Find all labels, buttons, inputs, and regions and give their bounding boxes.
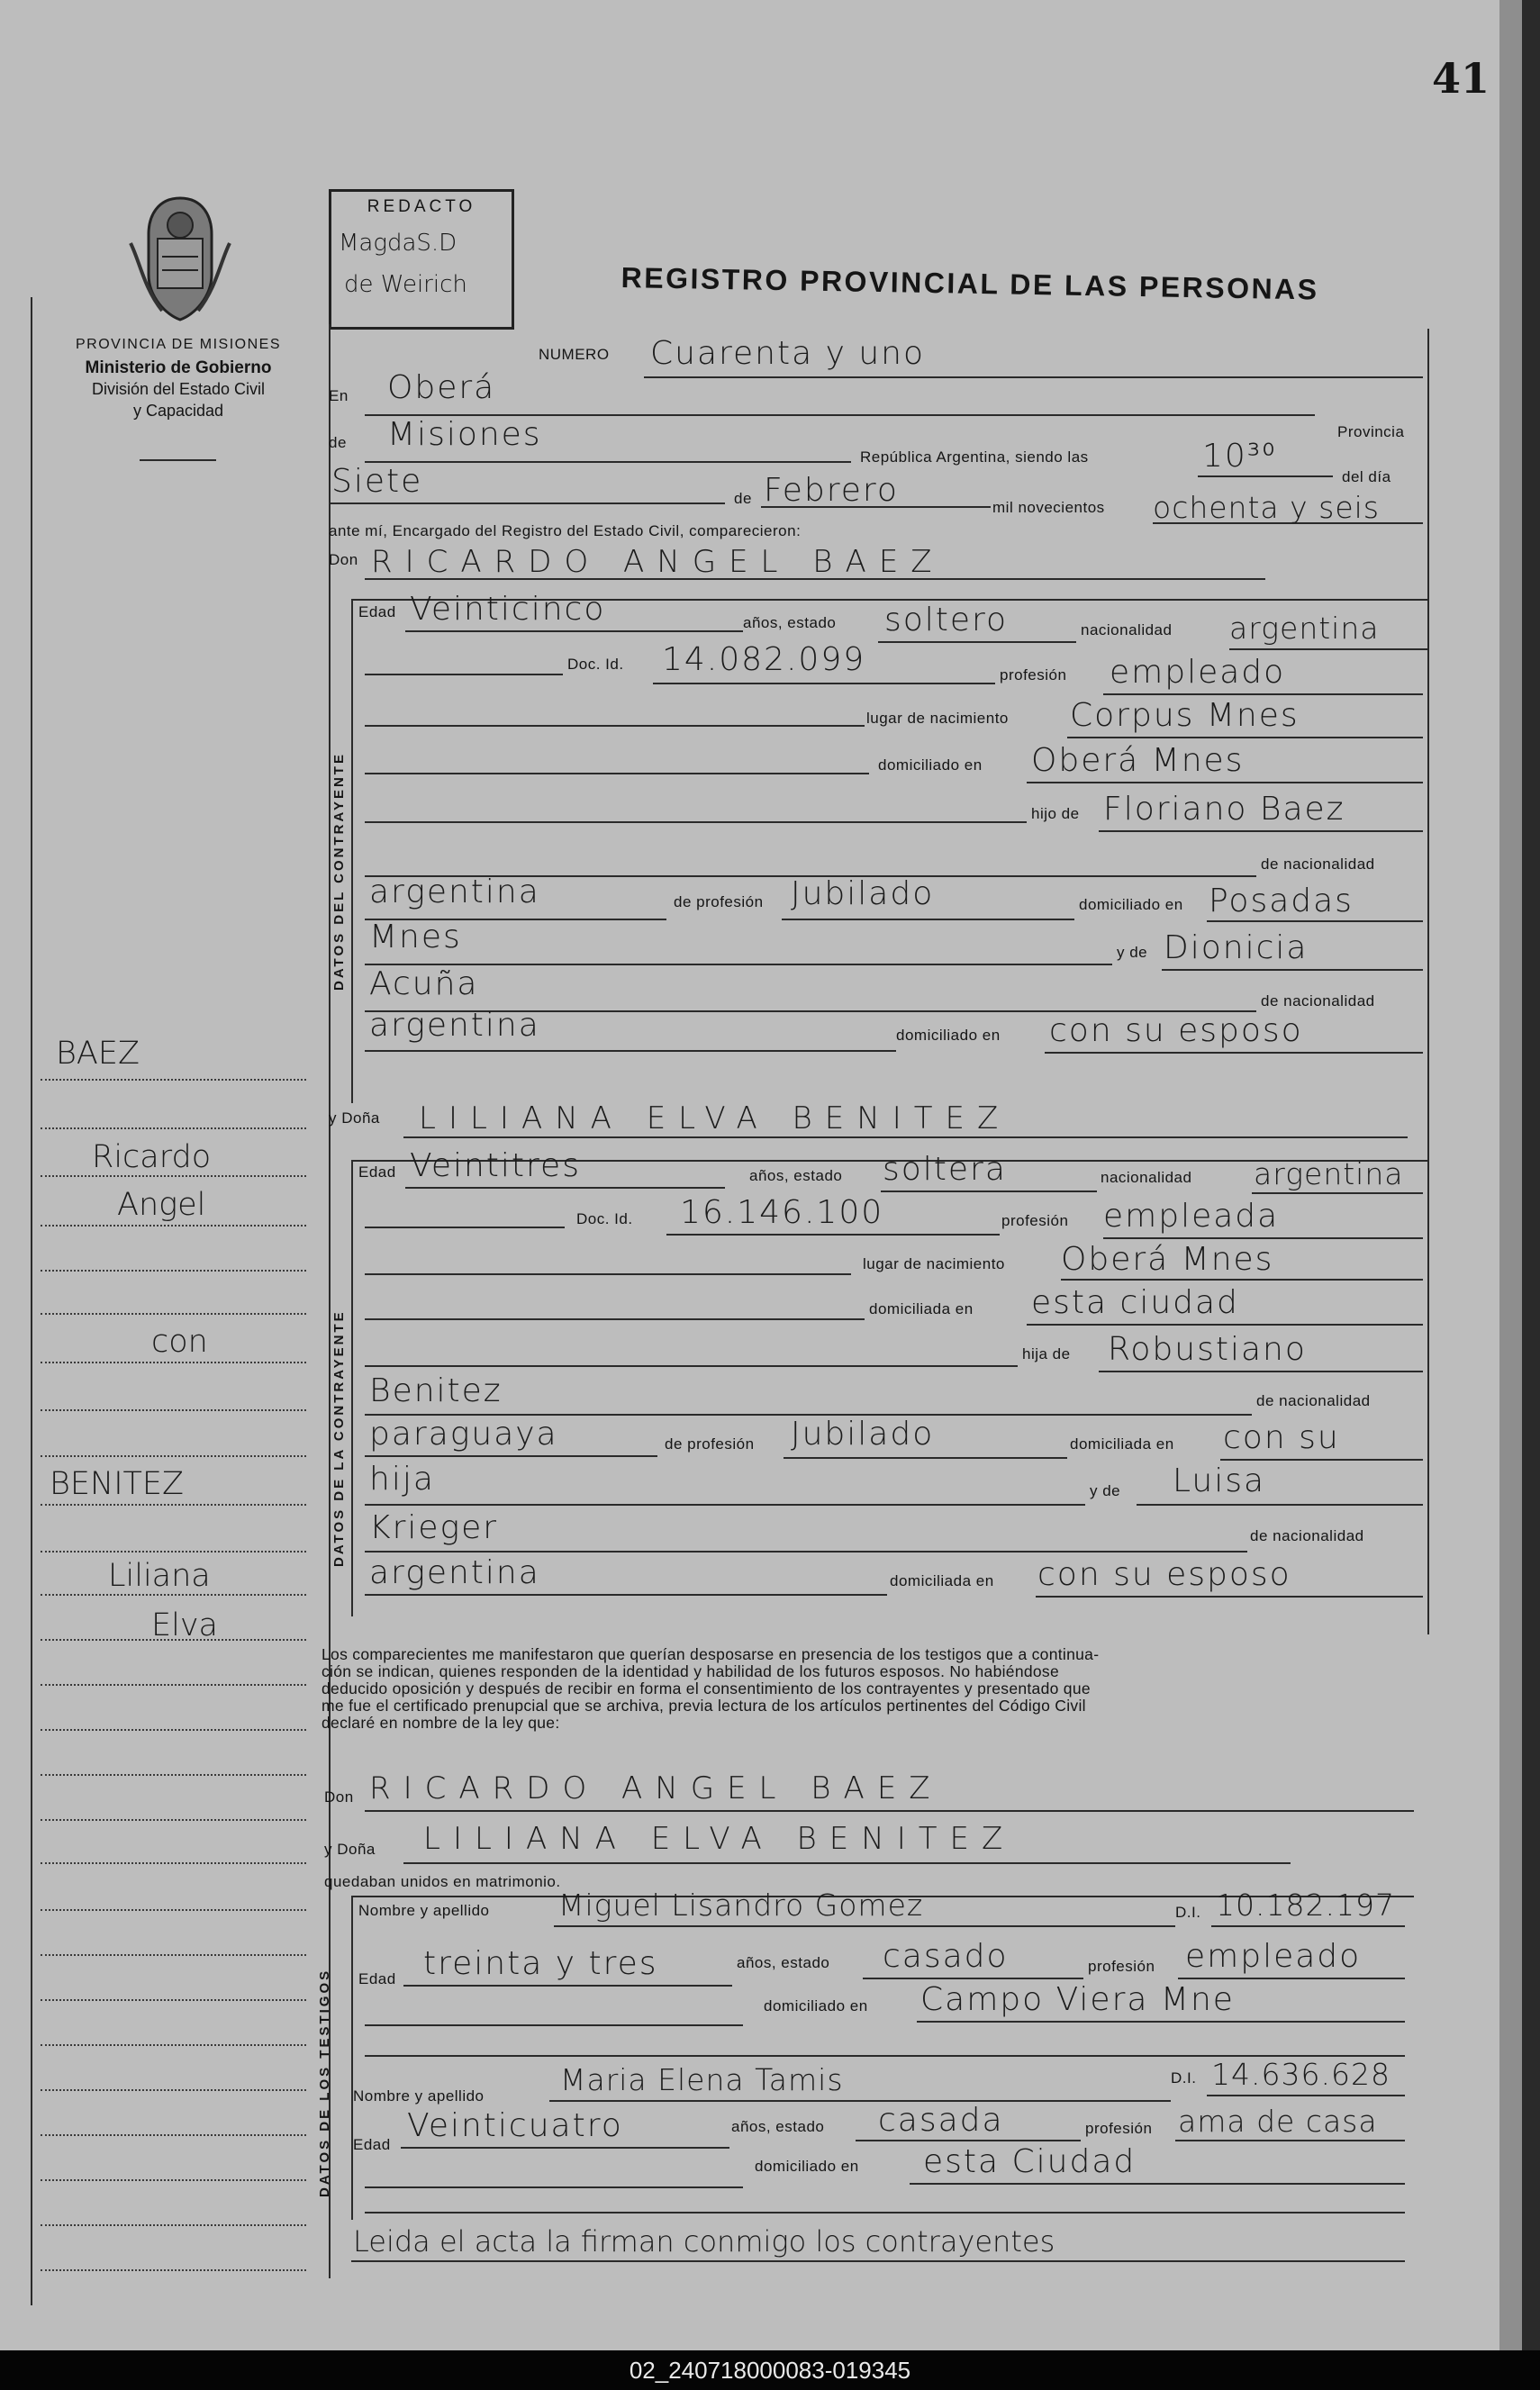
groom-age: Veinticinco: [410, 591, 606, 628]
bride-doc: 16.146.100: [680, 1194, 884, 1231]
document-id-footer: 02_240718000083-019345: [0, 2350, 1540, 2390]
groom-section-label: DATOS DEL CONTRAYENTE: [331, 752, 347, 991]
year-value: ochenta y seis: [1153, 490, 1380, 525]
decl-bride-name: LILIANA ELVA BENITEZ: [423, 1821, 1016, 1857]
bride-mother-nationality: argentina: [369, 1554, 540, 1591]
decl-don-label: Don: [324, 1788, 354, 1806]
margin-surname-1: BAEZ: [56, 1036, 140, 1072]
groom-mother-name-2: Acuña: [369, 965, 479, 1002]
margin-dotted-line: [41, 2089, 306, 2091]
margin-dotted-line: [41, 2269, 306, 2271]
bride-mother-residence: con su esposo: [1037, 1556, 1291, 1593]
w1-nombre-label: Nombre y apellido: [358, 1902, 490, 1919]
w1-di-label: D.I.: [1175, 1904, 1201, 1921]
ante-mi-label: ante mí, Encargado del Registro del Estado Civil, comparecieron:: [329, 522, 802, 539]
margin-dotted-line: [41, 2044, 306, 2046]
groom-mother-nationality: argentina: [369, 1007, 540, 1044]
groom-father-prof-label: de profesión: [674, 893, 764, 910]
w2-residence: esta Ciudad: [923, 2143, 1137, 2180]
don-label: Don: [329, 551, 358, 568]
groom-lugar-label: lugar de nacimiento: [866, 710, 1009, 727]
numero-value: Cuarenta y uno: [650, 335, 926, 372]
margin-dotted-line: [41, 1684, 306, 1686]
bride-hija-label: hija de: [1022, 1345, 1071, 1362]
groom-residence: Oberá Mnes: [1031, 742, 1245, 779]
bride-mother-nac-label: de nacionalidad: [1250, 1527, 1364, 1544]
margin-dotted-line: [41, 1225, 306, 1227]
place-value: Oberá: [387, 369, 496, 406]
bride-birthplace: Oberá Mnes: [1061, 1241, 1274, 1278]
division-label: División del Estado Civil: [91, 380, 266, 398]
month-value: Febrero: [764, 472, 899, 509]
groom-name: RICARDO ANGEL BAEZ: [371, 544, 945, 580]
bride-anos-label: años, estado: [749, 1167, 843, 1184]
groom-hijo-label: hijo de: [1031, 805, 1080, 822]
groom-mother-dom-label: domiciliado en: [896, 1027, 1001, 1044]
redacto-name-1: MagdaS.D: [339, 230, 457, 257]
registry-title: REGISTRO PROVINCIAL DE LAS PERSONAS: [621, 261, 1319, 306]
republica-label: República Argentina, siendo las: [860, 448, 1089, 466]
margin-dotted-line: [41, 1270, 306, 1272]
en-label: En: [329, 387, 349, 404]
w1-profession: empleado: [1185, 1938, 1362, 1975]
groom-doc: 14.082.099: [662, 641, 866, 678]
w1-doc: 10.182.197: [1216, 1888, 1395, 1923]
w2-profession: ama de casa: [1178, 2104, 1378, 2139]
bride-y-de-label: y de: [1090, 1482, 1121, 1499]
margin-dotted-line: [41, 1313, 306, 1315]
margin-dotted-line: [41, 1175, 306, 1177]
day-value: Siete: [331, 463, 423, 500]
margin-dotted-line: [41, 1954, 306, 1956]
quedaban-label: quedaban unidos en matrimonio.: [324, 1873, 561, 1890]
margin-connector: con: [151, 1324, 208, 1360]
bride-father-dom-label: domiciliada en: [1070, 1435, 1174, 1453]
mil-label: mil novecientos: [992, 499, 1105, 516]
redacto-label: REDACTO: [367, 197, 476, 216]
margin-dotted-line: [41, 1819, 306, 1821]
w1-profesion-label: profesión: [1088, 1958, 1155, 1975]
bride-profession: empleada: [1103, 1198, 1280, 1235]
margin-dotted-line: [41, 1594, 306, 1596]
groom-profession: empleado: [1110, 654, 1286, 691]
margin-dotted-line: [41, 1504, 306, 1506]
bride-lugar-label: lugar de nacimiento: [863, 1255, 1005, 1272]
margin-dotted-line: [41, 2134, 306, 2136]
provincia-label: Provincia: [1337, 423, 1405, 440]
statement-paragraph: Los comparecientes me manifestaron que querían desposarse en presencia de los testigos que a continua- ción se indican, quienes responden de la identidad y habilidad de los futuros esposos. No habiéndose deducido oposición y después de recibir en forma el consentimiento de los contrayentes y presentado que me fue el certificado prenupcial que se archiva, previa lectura de los artículos pertinentes del Código Civil declaré en nombre de la ley que:: [322, 1645, 1100, 1732]
bride-edad-label: Edad: [358, 1163, 396, 1181]
bride-father-profession: Jubilado: [791, 1416, 935, 1453]
w2-di-label: D.I.: [1171, 2069, 1197, 2087]
page-number: 41: [1432, 54, 1490, 103]
margin-dotted-line: [41, 1862, 306, 1864]
groom-father-dom-label: domiciliado en: [1079, 896, 1183, 913]
decl-dona-label: y Doña: [324, 1841, 376, 1858]
margin-dotted-line: [41, 1127, 306, 1129]
margin-dotted-line: [41, 1455, 306, 1457]
margin-dotted-line: [41, 1079, 306, 1081]
bride-name: LILIANA ELVA BENITEZ: [419, 1100, 1011, 1136]
w2-domicilio-label: domiciliado en: [755, 2158, 859, 2175]
division-label-2: y Capacidad: [132, 402, 224, 420]
groom-father-nationality: argentina: [369, 874, 540, 910]
w2-age: Veinticuatro: [407, 2107, 623, 2144]
w2-nombre-label: Nombre y apellido: [353, 2087, 485, 2105]
bride-father-residence-2: hija: [369, 1461, 435, 1498]
margin-dotted-line: [41, 1999, 306, 2001]
bride-father-name-1: Robustiano: [1108, 1331, 1307, 1368]
witnesses-section-label: DATOS DE LOS TESTIGOS: [317, 1968, 332, 2197]
bride-age: Veintitres: [410, 1147, 581, 1184]
margin-dotted-line: [41, 2179, 306, 2181]
groom-birthplace: Corpus Mnes: [1070, 697, 1300, 734]
bride-father-residence: con su: [1223, 1419, 1340, 1456]
w1-name: Miguel Lisandro Gomez: [558, 1888, 924, 1923]
margin-dotted-line: [41, 1774, 306, 1776]
dona-label: y Doña: [329, 1109, 380, 1127]
groom-father-profession: Jubilado: [791, 875, 935, 912]
bride-section-label: DATOS DE LA CONTRAYENTE: [331, 1309, 347, 1567]
w2-edad-label: Edad: [353, 2136, 391, 2153]
groom-profesion-label: profesión: [1000, 666, 1067, 684]
coat-of-arms-seal: [122, 189, 239, 329]
bride-status: soltera: [883, 1151, 1007, 1188]
w1-domicilio-label: domiciliado en: [764, 1997, 868, 2014]
groom-nationality: argentina: [1229, 611, 1380, 646]
w1-anos-label: años, estado: [737, 1954, 830, 1971]
province-label: PROVINCIA DE MISIONES: [76, 337, 281, 352]
bride-father-nac-label: de nacionalidad: [1256, 1392, 1371, 1409]
w1-age: treinta y tres: [423, 1945, 658, 1982]
bride-nationality: argentina: [1254, 1156, 1404, 1191]
margin-dotted-line: [41, 1729, 306, 1731]
bride-mother-name-1: Luisa: [1173, 1462, 1266, 1499]
groom-mother-name-1: Dionicia: [1164, 929, 1309, 966]
decl-groom-name: RICARDO ANGEL BAEZ: [369, 1770, 943, 1806]
margin-given-1a: Ricardo: [92, 1139, 212, 1175]
margin-dotted-line: [41, 1362, 306, 1363]
hour-value: 10³⁰: [1202, 438, 1277, 475]
margin-dotted-line: [41, 1909, 306, 1911]
groom-father-residence-2: Mnes: [369, 919, 462, 955]
groom-y-de-label: y de: [1117, 944, 1148, 961]
margin-given-2a: Liliana: [108, 1558, 211, 1594]
redacto-name-2: de Weirich: [344, 271, 467, 298]
margin-given-2b: Elva: [151, 1607, 218, 1643]
bride-mother-name-2: Krieger: [369, 1509, 499, 1546]
ministry-label: Ministerio de Gobierno: [85, 358, 272, 377]
bride-domicilio-label: domiciliada en: [869, 1300, 974, 1317]
de-label: de: [329, 434, 347, 451]
margin-dotted-line: [41, 2224, 306, 2226]
bride-mother-dom-label: domiciliada en: [890, 1572, 994, 1589]
margin-given-1b: Angel: [117, 1187, 206, 1223]
bride-doc-label: Doc. Id.: [576, 1210, 633, 1227]
w2-doc: 14.636.628: [1211, 2057, 1391, 2092]
groom-anos-label: años, estado: [743, 614, 837, 631]
w2-status: casada: [878, 2102, 1004, 2139]
w1-residence: Campo Viera Mne: [920, 1981, 1235, 2018]
bride-nacionalidad-label: nacionalidad: [1101, 1169, 1192, 1186]
groom-mother-nac-label: de nacionalidad: [1261, 992, 1375, 1009]
groom-doc-label: Doc. Id.: [567, 656, 624, 673]
redacto-box: [329, 189, 514, 330]
de-month-label: de: [734, 490, 752, 507]
w2-name: Maria Elena Tamis: [560, 2062, 844, 2097]
groom-edad-label: Edad: [358, 603, 396, 620]
numero-label: NUMERO: [539, 346, 610, 363]
groom-father-residence: Posadas: [1209, 883, 1354, 919]
bride-father-nationality: paraguaya: [369, 1416, 558, 1453]
del-dia-label: del día: [1342, 468, 1391, 485]
margin-dotted-line: [41, 1551, 306, 1553]
groom-mother-residence: con su esposo: [1049, 1012, 1303, 1049]
bride-residence: esta ciudad: [1031, 1284, 1239, 1321]
groom-father-nac-label: de nacionalidad: [1261, 856, 1375, 873]
province-value: Misiones: [387, 416, 542, 453]
groom-status: soltero: [884, 602, 1009, 638]
groom-domicilio-label: domiciliado en: [878, 756, 983, 774]
w2-profesion-label: profesión: [1085, 2120, 1153, 2137]
margin-surname-2: BENITEZ: [50, 1466, 185, 1502]
w1-edad-label: Edad: [358, 1970, 396, 1987]
w2-anos-label: años, estado: [731, 2118, 825, 2135]
margin-dotted-line: [41, 1409, 306, 1411]
bride-profesion-label: profesión: [1001, 1212, 1069, 1229]
w1-status: casado: [883, 1938, 1009, 1975]
bride-father-name-2: Benitez: [369, 1372, 503, 1409]
groom-father: Floriano Baez: [1103, 791, 1345, 828]
groom-nacionalidad-label: nacionalidad: [1081, 621, 1173, 638]
bride-father-prof-label: de profesión: [665, 1435, 755, 1453]
closing-statement: Leida el acta la firman conmigo los contrayentes: [353, 2224, 1055, 2259]
